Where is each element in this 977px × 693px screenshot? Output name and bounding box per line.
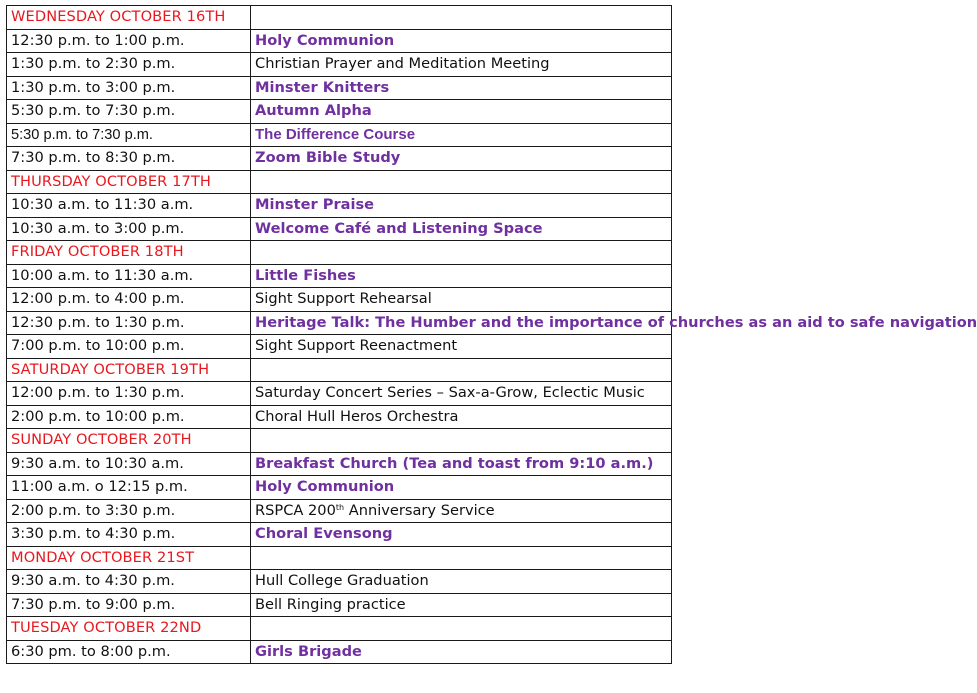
event-title: Holy Communion	[251, 476, 672, 500]
events-schedule-table	[6, 5, 977, 664]
event-time: 7:00 p.m. to 10:00 p.m.	[7, 335, 251, 359]
event-title	[251, 499, 672, 523]
event-time: 9:30 a.m. to 4:30 p.m.	[7, 570, 251, 594]
event-row	[7, 382, 672, 406]
event-title: Heritage Talk: The Humber and the importance of churches as an aid to safe navigation	[251, 311, 672, 335]
event-time: 6:30 pm. to 8:00 p.m.	[7, 640, 251, 664]
event-time: 12:00 p.m. to 1:30 p.m.	[7, 382, 251, 406]
event-row	[7, 264, 672, 288]
empty-cell	[251, 429, 672, 453]
event-row	[7, 100, 672, 124]
event-time: 12:30 p.m. to 1:30 p.m.	[7, 311, 251, 335]
event-row	[7, 523, 672, 547]
event-row	[7, 570, 672, 594]
event-time: 10:30 a.m. to 11:30 a.m.	[7, 194, 251, 218]
day-heading: THURSDAY OCTOBER 17TH	[7, 170, 251, 194]
event-time: 3:30 p.m. to 4:30 p.m.	[7, 523, 251, 547]
empty-cell	[251, 241, 672, 265]
empty-cell	[251, 546, 672, 570]
event-row	[7, 311, 672, 335]
event-row	[7, 476, 672, 500]
event-time: 1:30 p.m. to 2:30 p.m.	[7, 53, 251, 77]
event-row	[7, 123, 672, 147]
day-header-row	[7, 170, 672, 194]
day-header-row	[7, 241, 672, 265]
day-header-row	[7, 546, 672, 570]
event-title: Choral Evensong	[251, 523, 672, 547]
event-row	[7, 593, 672, 617]
empty-cell	[251, 170, 672, 194]
event-row	[7, 640, 672, 664]
event-title: Sight Support Rehearsal	[251, 288, 672, 312]
event-title: Saturday Concert Series – Sax-a-Grow, Eclectic Music	[251, 382, 672, 406]
event-title: Welcome Café and Listening Space	[251, 217, 672, 241]
empty-cell	[251, 6, 672, 30]
event-row	[7, 76, 672, 100]
event-row	[7, 288, 672, 312]
event-time: 10:00 a.m. to 11:30 a.m.	[7, 264, 251, 288]
event-title: Girls Brigade	[251, 640, 672, 664]
event-title: Christian Prayer and Meditation Meeting	[251, 53, 672, 77]
event-title: Zoom Bible Study	[251, 147, 672, 171]
empty-cell	[251, 358, 672, 382]
event-row	[7, 499, 672, 523]
event-time: 7:30 p.m. to 9:00 p.m.	[7, 593, 251, 617]
event-time: 10:30 a.m. to 3:00 p.m.	[7, 217, 251, 241]
event-title: Autumn Alpha	[251, 100, 672, 124]
event-title: Minster Praise	[251, 194, 672, 218]
event-row	[7, 194, 672, 218]
event-row	[7, 452, 672, 476]
event-title-text: Anniversary Service	[344, 501, 495, 519]
event-title: Holy Communion	[251, 29, 672, 53]
event-row	[7, 405, 672, 429]
day-heading: MONDAY OCTOBER 21ST	[7, 546, 251, 570]
event-title: Bell Ringing practice	[251, 593, 672, 617]
event-time: 2:00 p.m. to 10:00 p.m.	[7, 405, 251, 429]
event-title: Hull College Graduation	[251, 570, 672, 594]
day-header-row	[7, 358, 672, 382]
day-header-row	[7, 6, 672, 30]
day-header-row	[7, 617, 672, 641]
event-time: 11:00 a.m. o 12:15 p.m.	[7, 476, 251, 500]
event-title: The Difference Course	[251, 123, 672, 147]
day-heading: TUESDAY OCTOBER 22ND	[7, 617, 251, 641]
event-time: 9:30 a.m. to 10:30 a.m.	[7, 452, 251, 476]
event-row	[7, 29, 672, 53]
event-row	[7, 335, 672, 359]
event-row	[7, 53, 672, 77]
event-title-text: RSPCA 200	[255, 501, 336, 519]
event-time: 2:00 p.m. to 3:30 p.m.	[7, 499, 251, 523]
day-heading: SATURDAY OCTOBER 19TH	[7, 358, 251, 382]
event-time: 12:30 p.m. to 1:00 p.m.	[7, 29, 251, 53]
event-title: Little Fishes	[251, 264, 672, 288]
event-title: Breakfast Church (Tea and toast from 9:10 a.m.)	[251, 452, 672, 476]
day-heading: SUNDAY OCTOBER 20TH	[7, 429, 251, 453]
event-time: 12:00 p.m. to 4:00 p.m.	[7, 288, 251, 312]
event-title: Sight Support Reenactment	[251, 335, 672, 359]
event-time: 7:30 p.m. to 8:30 p.m.	[7, 147, 251, 171]
event-time: 5:30 p.m. to 7:30 p.m.	[7, 123, 251, 147]
event-time: 1:30 p.m. to 3:00 p.m.	[7, 76, 251, 100]
day-heading: WEDNESDAY OCTOBER 16TH	[7, 6, 251, 30]
event-time: 5:30 p.m. to 7:30 p.m.	[7, 100, 251, 124]
empty-cell	[251, 617, 672, 641]
event-title: Choral Hull Heros Orchestra	[251, 405, 672, 429]
ordinal-suffix: th	[335, 502, 345, 512]
day-header-row	[7, 429, 672, 453]
event-row	[7, 217, 672, 241]
day-heading: FRIDAY OCTOBER 18TH	[7, 241, 251, 265]
event-row	[7, 147, 672, 171]
event-title: Minster Knitters	[251, 76, 672, 100]
